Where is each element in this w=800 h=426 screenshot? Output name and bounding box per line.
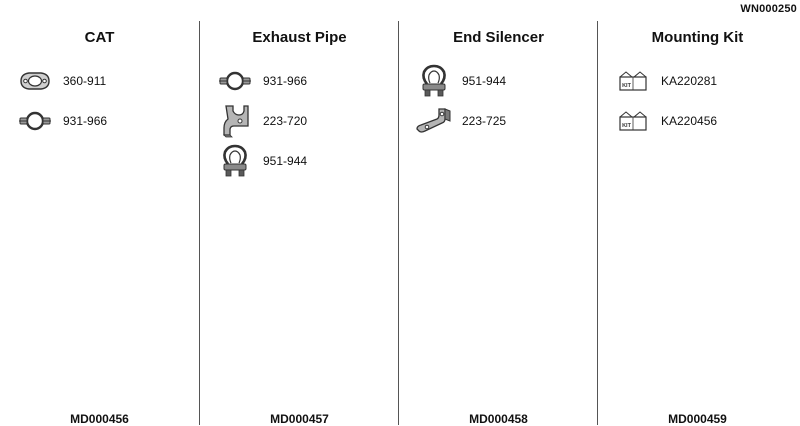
part-item[interactable] [15,101,199,141]
part-number: KA220281 [661,74,718,88]
column-footer-code: MD000459 [668,412,727,426]
part-item[interactable] [613,61,797,101]
column-title: CAT [84,29,115,46]
column-exhaust-pipe [200,0,399,425]
part-item[interactable] [15,61,199,101]
svg-text:KIT: KIT [622,83,631,89]
parts-list [414,61,598,141]
kit-box-icon [613,103,653,139]
parts-list [215,61,399,181]
part-number: 951-944 [263,154,308,168]
u-bolt-clamp-icon [215,143,255,179]
hanger-bracket-icon [414,103,454,139]
clamp-icon [15,103,55,139]
part-item[interactable] [215,141,399,181]
column-title: Exhaust Pipe [252,29,347,46]
kit-box-icon [613,63,653,99]
part-item[interactable] [215,101,399,141]
part-number: 951-944 [462,74,507,88]
part-item[interactable] [414,101,598,141]
svg-text:KIT: KIT [622,123,631,129]
part-item[interactable] [613,101,797,141]
bracket-icon [215,103,255,139]
part-number: KA220456 [661,114,718,128]
part-number: 360-911 [63,74,107,88]
u-bolt-clamp-icon [414,63,454,99]
part-number: 223-725 [462,114,507,128]
column-title: Mounting Kit [651,29,744,46]
part-item[interactable] [414,61,598,101]
clamp-icon [215,63,255,99]
part-number: 223-720 [263,114,308,128]
parts-list [15,61,199,141]
part-number: 931-966 [63,114,108,128]
column-title: End Silencer [453,29,544,46]
column-cat [0,0,199,425]
reference-number: WN000250 [740,3,797,15]
column-footer-code: MD000457 [270,412,329,426]
gasket-icon [15,63,55,99]
parts-list [613,61,797,141]
part-item[interactable] [215,61,399,101]
column-mounting-kit [598,0,797,425]
part-number: 931-966 [263,74,308,88]
column-footer-code: MD000456 [70,412,129,426]
column-footer-code: MD000458 [469,412,528,426]
column-end-silencer [399,0,598,425]
